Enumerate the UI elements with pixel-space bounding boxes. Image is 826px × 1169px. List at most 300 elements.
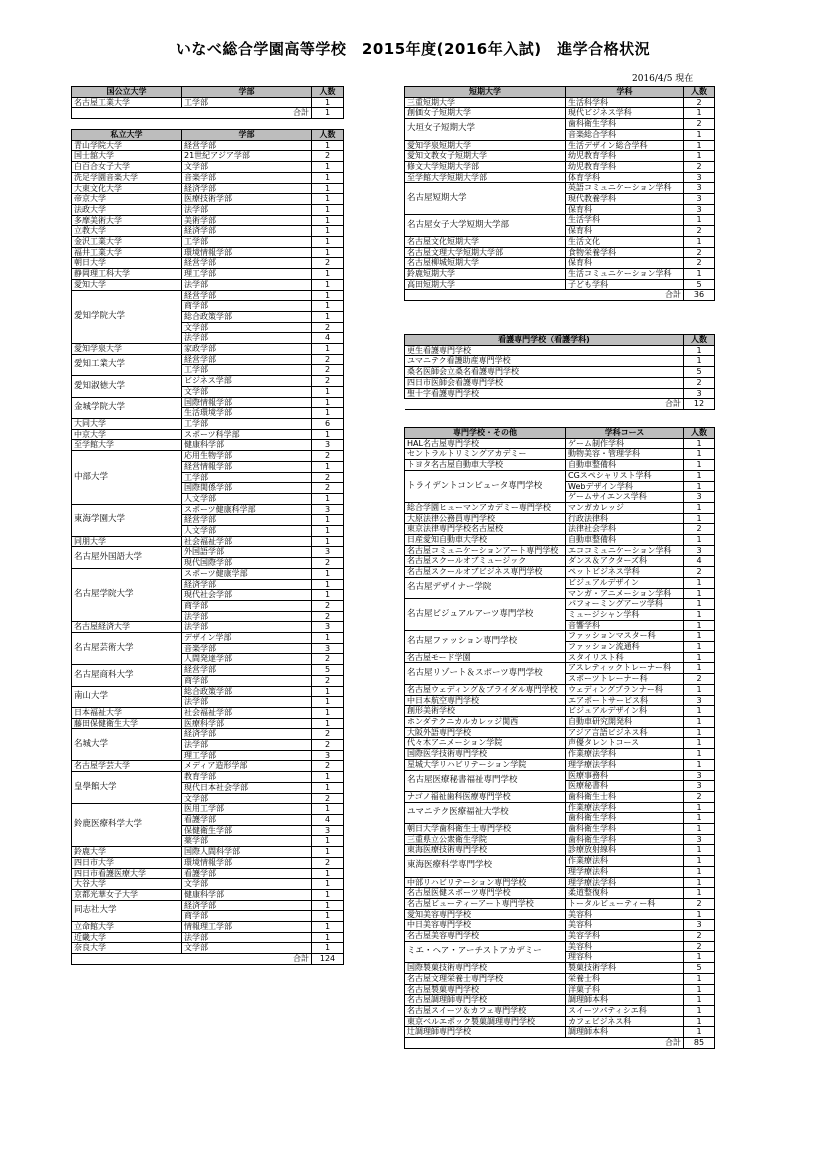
school-name-cell: 東海医療科学専門学校: [405, 856, 566, 877]
school-name-cell: 国士舘大学: [72, 151, 182, 162]
department-cell: 生活デザイン総合学科: [566, 140, 684, 151]
department-cell: 調理師本科: [566, 995, 684, 1006]
department-cell: エアポートサービス科: [566, 695, 684, 706]
school-name-cell: HAL名古屋専門学校: [405, 438, 566, 449]
count-cell: 1: [312, 772, 344, 783]
school-name-cell: 至学館大学短期大学部: [405, 172, 566, 183]
table-row: [72, 889, 344, 900]
count-cell: 1: [684, 513, 715, 524]
school-name-cell: 名古屋文理大学短期大学部: [405, 247, 566, 258]
count-cell: 5: [684, 367, 715, 378]
department-cell: 自動車研究開発科: [566, 716, 684, 727]
table-row: [405, 941, 715, 952]
department-cell: 英語コミュニケーション学科: [566, 183, 684, 194]
school-name-cell: 名古屋モード学園: [405, 652, 566, 663]
table-row: [405, 388, 715, 399]
total-label: 合計: [405, 399, 684, 410]
count-cell: 3: [684, 194, 715, 205]
total-blank-cell: [72, 108, 182, 119]
department-cell: エココミュニケーション学科: [566, 545, 684, 556]
header-row: [405, 335, 715, 346]
table-row: [72, 568, 344, 579]
count-cell: 1: [312, 226, 344, 237]
count-cell: 1: [684, 642, 715, 653]
total-count: 36: [684, 290, 715, 301]
table-row: [405, 856, 715, 867]
count-cell: 1: [312, 301, 344, 312]
school-name-cell: 帝京大学: [72, 194, 182, 205]
table-row: [72, 922, 344, 933]
table-row: [405, 663, 715, 674]
department-cell: 経済学部: [182, 183, 312, 194]
department-cell: 食物栄養学科: [566, 247, 684, 258]
school-name-cell: 名古屋短期大学: [405, 183, 566, 215]
count-cell: 1: [684, 845, 715, 856]
table-row: [405, 258, 715, 269]
department-cell: 自動車整備科: [566, 460, 684, 471]
school-name-cell: 中部大学: [72, 451, 182, 505]
count-cell: 1: [684, 215, 715, 226]
shiritsu-table: [71, 129, 344, 965]
table-row: [72, 772, 344, 783]
department-cell: 工学部: [182, 472, 312, 483]
count-cell: 2: [684, 377, 715, 388]
count-cell: 1: [684, 502, 715, 513]
table-row: [405, 695, 715, 706]
table-row: [405, 749, 715, 760]
department-cell: 作業療法科: [566, 856, 684, 867]
department-cell: 社会福祉学部: [182, 536, 312, 547]
department-cell: 応用生物学部: [182, 451, 312, 462]
count-cell: 1: [684, 108, 715, 119]
total-label: 合計: [182, 108, 312, 119]
count-cell: 1: [684, 824, 715, 835]
table-row: [405, 449, 715, 460]
total-label: 合計: [566, 1038, 684, 1049]
table-row: [72, 729, 344, 740]
table-row: [405, 236, 715, 247]
school-name-cell: 更生看護専門学校: [405, 345, 684, 356]
count-cell: 1: [684, 609, 715, 620]
school-name-cell: 奈良大学: [72, 943, 182, 954]
header-row: [72, 87, 344, 98]
school-name-cell: 辻調理師専門学校: [405, 1027, 566, 1038]
school-name-cell: 鈴鹿短期大学: [405, 268, 566, 279]
count-cell: 2: [684, 258, 715, 269]
count-cell: 1: [684, 727, 715, 738]
count-cell: 1: [684, 268, 715, 279]
school-name-cell: 法政大学: [72, 204, 182, 215]
table-row: [405, 460, 715, 471]
table-row: [72, 847, 344, 858]
total-row: [405, 399, 715, 410]
count-cell: 1: [684, 236, 715, 247]
department-cell: 健康科学部: [182, 440, 312, 451]
count-cell: 2: [684, 567, 715, 578]
table-row: [405, 791, 715, 802]
department-cell: 文学部: [182, 322, 312, 333]
department-cell: 工学部: [182, 418, 312, 429]
school-name-cell: 国際医学技術専門学校: [405, 749, 566, 760]
table-row: [72, 857, 344, 868]
department-cell: ミュージシャン学科: [566, 609, 684, 620]
total-label: 合計: [566, 290, 684, 301]
count-cell: 2: [312, 611, 344, 622]
table-row: [405, 759, 715, 770]
count-cell: 1: [684, 877, 715, 888]
table-row: [405, 513, 715, 524]
department-cell: 子ども学科: [566, 279, 684, 290]
count-cell: 1: [684, 706, 715, 717]
department-cell: 法学部: [182, 740, 312, 751]
department-cell: 国際関係学部: [182, 483, 312, 494]
count-cell: 2: [312, 654, 344, 665]
table-row: [405, 535, 715, 546]
school-name-cell: 同志社大学: [72, 900, 182, 921]
department-cell: 音響学科: [566, 620, 684, 631]
count-cell: 2: [684, 674, 715, 685]
count-cell: 1: [684, 866, 715, 877]
table-row: [405, 1005, 715, 1016]
table-row: [405, 706, 715, 717]
total-row: [72, 954, 344, 965]
table-row: [405, 770, 715, 781]
department-cell: 経済学部: [182, 226, 312, 237]
school-name-cell: 金沢工業大学: [72, 237, 182, 248]
table-row: [72, 686, 344, 697]
table-row: [405, 556, 715, 567]
count-cell: 2: [312, 483, 344, 494]
count-cell: 1: [684, 802, 715, 813]
table-row: [72, 215, 344, 226]
department-cell: 生活文化: [566, 236, 684, 247]
count-cell: 3: [684, 183, 715, 194]
department-cell: 薬学部: [182, 836, 312, 847]
count-cell: 2: [312, 151, 344, 162]
school-name-cell: 中日美容専門学校: [405, 920, 566, 931]
count-cell: 3: [312, 547, 344, 558]
count-cell: 1: [684, 1005, 715, 1016]
school-name-cell: 創価女子短期大学: [405, 108, 566, 119]
column-header: 学部: [182, 87, 312, 98]
table-row: [405, 738, 715, 749]
count-cell: 2: [312, 322, 344, 333]
count-cell: 2: [684, 898, 715, 909]
table-row: [72, 344, 344, 355]
total-row: [405, 290, 715, 301]
count-cell: 2: [312, 857, 344, 868]
count-cell: 1: [312, 836, 344, 847]
school-name-cell: 日本福祉大学: [72, 707, 182, 718]
department-cell: カフェビジネス科: [566, 1016, 684, 1027]
department-cell: 経営学部: [182, 258, 312, 269]
count-cell: 1: [312, 172, 344, 183]
table-row: [72, 290, 344, 301]
department-cell: 保育科: [566, 204, 684, 215]
table-row: [72, 718, 344, 729]
table-row: [405, 973, 715, 984]
table-row: [405, 577, 715, 588]
school-name-cell: 名古屋芸術大学: [72, 633, 182, 665]
table-row: [72, 140, 344, 151]
department-cell: 理学療法学科: [566, 759, 684, 770]
school-name-cell: 至学館大学: [72, 440, 182, 451]
column-header: 人数: [684, 335, 715, 346]
table-row: [72, 269, 344, 280]
table-row: [72, 247, 344, 258]
count-cell: 1: [312, 782, 344, 793]
school-name-cell: ホンダテクニカルカレッジ関西: [405, 716, 566, 727]
department-cell: 人文学部: [182, 493, 312, 504]
school-name-cell: 大同大学: [72, 418, 182, 429]
count-cell: 1: [312, 408, 344, 419]
school-name-cell: 大東文化大学: [72, 183, 182, 194]
table-row: [405, 524, 715, 535]
count-cell: 1: [312, 889, 344, 900]
count-cell: 1: [684, 663, 715, 674]
count-cell: 1: [684, 888, 715, 899]
department-cell: 診療放射線科: [566, 845, 684, 856]
school-name-cell: 朝日大学歯科衛生士専門学校: [405, 824, 566, 835]
school-name-cell: 三重短期大学: [405, 97, 566, 108]
department-cell: 製菓技術学科: [566, 963, 684, 974]
table-row: [405, 1016, 715, 1027]
department-cell: 音楽学部: [182, 643, 312, 654]
table-row: [72, 804, 344, 815]
table-row: [72, 397, 344, 408]
count-cell: 3: [312, 504, 344, 515]
table-row: [72, 226, 344, 237]
count-cell: 1: [684, 588, 715, 599]
department-cell: 歯科衛生士科: [566, 791, 684, 802]
table-row: [405, 108, 715, 119]
school-name-cell: 名古屋外国語大学: [72, 547, 182, 568]
department-cell: 作業療法学科: [566, 749, 684, 760]
table-row: [405, 963, 715, 974]
department-cell: 保育科: [566, 226, 684, 237]
school-name-cell: 愛知工業大学: [72, 354, 182, 375]
count-cell: 1: [684, 599, 715, 610]
department-cell: 声優タレントコース: [566, 738, 684, 749]
department-cell: 人文学部: [182, 526, 312, 537]
department-cell: CGスペシャリスト学科: [566, 470, 684, 481]
department-cell: 法学部: [182, 204, 312, 215]
department-cell: ビジネス学部: [182, 376, 312, 387]
school-name-cell: 名古屋スクールオブビジネス専門学校: [405, 567, 566, 578]
column-header: 私立大学: [72, 130, 182, 141]
school-name-cell: 名古屋柳城短期大学: [405, 258, 566, 269]
count-cell: 5: [312, 665, 344, 676]
department-cell: 医療事務科: [566, 770, 684, 781]
department-cell: ファッションマスター科: [566, 631, 684, 642]
department-cell: 文学部: [182, 162, 312, 173]
school-name-cell: 朝日大学: [72, 258, 182, 269]
table-row: [405, 470, 715, 481]
table-row: [405, 631, 715, 642]
table-row: [72, 376, 344, 387]
school-name-cell: 同朋大学: [72, 536, 182, 547]
column-header: 専門学校・その他: [405, 428, 566, 439]
table-row: [405, 545, 715, 556]
count-cell: 1: [312, 515, 344, 526]
count-cell: 1: [684, 449, 715, 460]
department-cell: Webデザイン学科: [566, 481, 684, 492]
department-cell: 法学部: [182, 697, 312, 708]
count-cell: 3: [684, 781, 715, 792]
count-cell: 1: [312, 932, 344, 943]
count-cell: 3: [312, 440, 344, 451]
count-cell: 1: [312, 579, 344, 590]
department-cell: 現代日本社会学部: [182, 782, 312, 793]
table-row: [405, 898, 715, 909]
table-row: [405, 140, 715, 151]
count-cell: 1: [312, 697, 344, 708]
count-cell: 2: [312, 600, 344, 611]
department-cell: 洋菓子科: [566, 984, 684, 995]
table-row: [405, 824, 715, 835]
table-row: [72, 707, 344, 718]
school-name-cell: 南山大学: [72, 686, 182, 707]
column-header: 人数: [312, 87, 344, 98]
school-name-cell: 京都光華女子大学: [72, 889, 182, 900]
department-cell: 柔道整復科: [566, 888, 684, 899]
table-row: [405, 1027, 715, 1038]
department-cell: 工学部: [182, 97, 312, 108]
department-cell: 行政法律科: [566, 513, 684, 524]
count-cell: 1: [684, 151, 715, 162]
table-row: [405, 834, 715, 845]
count-cell: 2: [684, 247, 715, 258]
count-cell: 1: [312, 344, 344, 355]
count-cell: 1: [684, 345, 715, 356]
school-name-cell: ユマニテク医療福祉大学校: [405, 802, 566, 823]
count-cell: 3: [684, 204, 715, 215]
school-name-cell: 愛知学院大学: [72, 290, 182, 344]
department-cell: 経営学部: [182, 354, 312, 365]
table-row: [405, 183, 715, 194]
department-cell: 文学部: [182, 879, 312, 890]
table-row: [72, 279, 344, 290]
table-row: [405, 984, 715, 995]
table-row: [72, 429, 344, 440]
department-cell: 動物美容・管理学科: [566, 449, 684, 460]
school-name-cell: 多摩美術大学: [72, 215, 182, 226]
department-cell: ゲーム制作学科: [566, 438, 684, 449]
school-name-cell: 皇學館大学: [72, 772, 182, 804]
department-cell: 理学療法学科: [566, 877, 684, 888]
count-cell: 2: [312, 258, 344, 269]
school-name-cell: 藤田保健衛生大学: [72, 718, 182, 729]
school-name-cell: 東海学園大学: [72, 504, 182, 536]
count-cell: 3: [684, 770, 715, 781]
department-cell: 保育科: [566, 258, 684, 269]
count-cell: 1: [684, 620, 715, 631]
school-name-cell: 愛知淑徳大学: [72, 376, 182, 397]
count-cell: 2: [684, 931, 715, 942]
school-name-cell: 愛知美容専門学校: [405, 909, 566, 920]
count-cell: 3: [684, 920, 715, 931]
count-cell: 1: [684, 973, 715, 984]
department-cell: ウェディングプランナー科: [566, 684, 684, 695]
department-cell: 教育学部: [182, 772, 312, 783]
department-cell: 保健衛生学部: [182, 825, 312, 836]
school-name-cell: 金城学院大学: [72, 397, 182, 418]
department-cell: ペットビジネス学科: [566, 567, 684, 578]
count-cell: 1: [684, 652, 715, 663]
count-cell: 1: [312, 269, 344, 280]
count-cell: 1: [684, 1016, 715, 1027]
school-name-cell: 東京法律専門学校名古屋校: [405, 524, 566, 535]
table-row: [405, 845, 715, 856]
count-cell: 1: [312, 183, 344, 194]
table-row: [72, 172, 344, 183]
school-name-cell: 名古屋学院大学: [72, 568, 182, 622]
total-blank-cell: [72, 954, 182, 965]
count-cell: 1: [684, 984, 715, 995]
department-cell: 美術学部: [182, 215, 312, 226]
department-cell: 商学部: [182, 301, 312, 312]
school-name-cell: 名古屋リゾート＆スポーツ専門学校: [405, 663, 566, 684]
department-cell: 調理師本科: [566, 1027, 684, 1038]
count-cell: 2: [684, 97, 715, 108]
department-cell: 総合政策学部: [182, 686, 312, 697]
table-row: [72, 761, 344, 772]
department-cell: 理学療法科: [566, 866, 684, 877]
school-name-cell: 名古屋スイーツ＆カフェ専門学校: [405, 1005, 566, 1016]
total-row: [72, 108, 344, 119]
table-row: [72, 237, 344, 248]
count-cell: 6: [312, 418, 344, 429]
count-cell: 5: [684, 963, 715, 974]
count-cell: 4: [312, 333, 344, 344]
school-name-cell: 四日市看護医療大学: [72, 868, 182, 879]
count-cell: 2: [684, 119, 715, 130]
count-cell: 2: [312, 740, 344, 751]
department-cell: 体育学科: [566, 172, 684, 183]
department-cell: 経済学部: [182, 729, 312, 740]
department-cell: 健康科学部: [182, 889, 312, 900]
senmon-table: [404, 427, 715, 1049]
school-name-cell: 名古屋ビューティーアート専門学校: [405, 898, 566, 909]
table-row: [72, 633, 344, 644]
department-cell: 経営学部: [182, 515, 312, 526]
table-row: [405, 684, 715, 695]
count-cell: 1: [312, 290, 344, 301]
total-count: 1: [312, 108, 344, 119]
school-name-cell: 東海医療技術専門学校: [405, 845, 566, 856]
count-cell: 1: [684, 716, 715, 727]
count-cell: 1: [312, 686, 344, 697]
count-cell: 1: [684, 813, 715, 824]
department-cell: 生活学科: [566, 215, 684, 226]
table-row: [405, 995, 715, 1006]
total-row: [405, 1038, 715, 1049]
count-cell: 1: [684, 481, 715, 492]
department-cell: 商学部: [182, 675, 312, 686]
department-cell: 美容科: [566, 920, 684, 931]
school-name-cell: 名古屋文化短期大学: [405, 236, 566, 247]
count-cell: 1: [312, 397, 344, 408]
department-cell: 商学部: [182, 911, 312, 922]
table-row: [405, 345, 715, 356]
department-cell: 工学部: [182, 365, 312, 376]
department-cell: 医療技術学部: [182, 194, 312, 205]
department-cell: 総合政策学部: [182, 311, 312, 322]
kango-table: [404, 334, 715, 410]
school-name-cell: 名古屋ビジュアルアーツ専門学校: [405, 599, 566, 631]
department-cell: 環境情報学部: [182, 247, 312, 258]
count-cell: 1: [312, 868, 344, 879]
